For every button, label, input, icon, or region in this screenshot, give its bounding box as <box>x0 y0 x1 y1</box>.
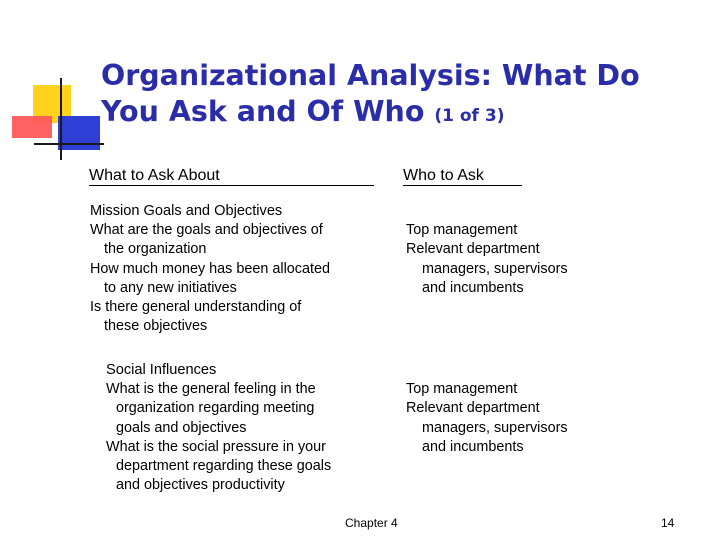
question-continuation: the organization <box>104 241 207 258</box>
who-line: and incumbents <box>422 279 524 296</box>
question-continuation: and objectives productivity <box>116 477 285 494</box>
question-line: How much money has been allocated <box>90 260 330 277</box>
slide-title <box>101 58 701 134</box>
who-line: managers, supervisors <box>422 260 568 277</box>
section-title: Mission Goals and Objectives <box>90 203 283 219</box>
who-to-ask-list <box>406 380 568 457</box>
question-line: What are the goals and objectives of <box>90 222 323 238</box>
section-title: Social Influences <box>106 362 217 378</box>
who-line: managers, supervisors <box>422 419 568 436</box>
column-header-what-underline <box>89 185 374 186</box>
who-line: and incumbents <box>422 438 524 455</box>
slide-title-main: Organizational Analysis: What Do You Ask and Of Who <box>101 59 640 128</box>
question-line: What is the social pressure in your <box>106 438 326 455</box>
question-line: What is the general feeling in the <box>106 381 316 397</box>
column-header-who-underline <box>403 185 522 186</box>
who-line: Top management <box>406 222 518 238</box>
question-continuation: organization regarding meeting <box>116 400 315 417</box>
decor-red-square <box>12 116 52 138</box>
who-line: Relevant department <box>406 241 540 258</box>
column-header-what: What to Ask About <box>89 167 220 184</box>
decor-horizontal-line <box>34 143 104 145</box>
who-to-ask-list <box>406 221 568 298</box>
column-header-who: Who to Ask <box>403 167 484 184</box>
who-line: Relevant department <box>406 400 540 417</box>
footer-chapter: Chapter 4 <box>345 516 398 530</box>
question-line: Is there general understanding of <box>90 299 302 316</box>
footer-page-number: 14 <box>661 516 675 530</box>
section-questions <box>90 221 330 337</box>
section-questions <box>106 380 331 496</box>
question-continuation: goals and objectives <box>116 419 247 436</box>
slide-title-part: (1 of 3) <box>434 106 505 126</box>
question-continuation: department regarding these goals <box>116 458 332 475</box>
question-continuation: these objectives <box>104 318 208 335</box>
who-line: Top management <box>406 381 518 397</box>
decor-vertical-line <box>60 78 62 160</box>
question-continuation: to any new initiatives <box>104 279 237 296</box>
